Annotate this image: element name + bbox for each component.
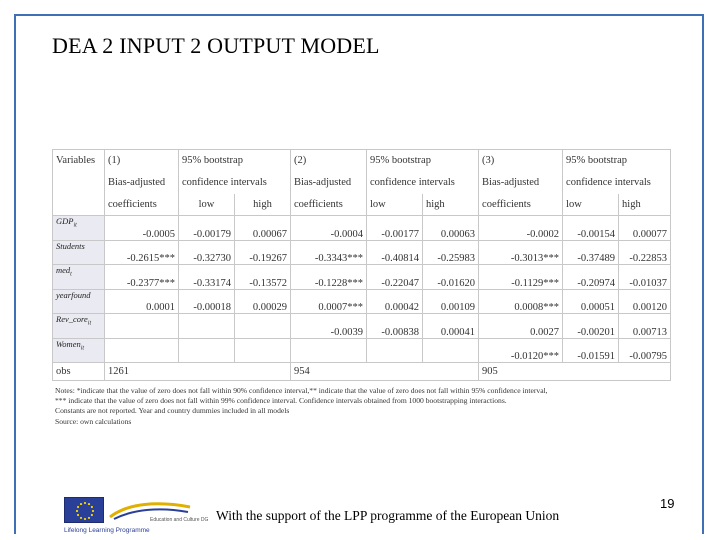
variable-name-cell bbox=[53, 216, 105, 241]
table-cell-l2: -0.40814 bbox=[367, 240, 423, 265]
variable-name-cell bbox=[53, 289, 105, 314]
table-cell-l2: 0.00042 bbox=[367, 289, 423, 314]
eu-star bbox=[91, 514, 93, 516]
header-bias-adjusted-2: Bias-adjusted bbox=[291, 172, 367, 194]
table-cell-h3: 0.00120 bbox=[619, 289, 671, 314]
table-cell-h3: 0.00713 bbox=[619, 314, 671, 339]
obs-model-3: 905 bbox=[479, 363, 671, 381]
header-coefficients-1: coefficients bbox=[105, 194, 179, 216]
header-ci-3: confidence intervals bbox=[563, 172, 671, 194]
table-cell-l3: -0.01591 bbox=[563, 338, 619, 363]
eu-star bbox=[88, 503, 90, 505]
header-model-2: (2) bbox=[291, 150, 367, 172]
obs-label: obs bbox=[53, 363, 105, 381]
table-cell-h2: 0.00109 bbox=[423, 289, 479, 314]
table-cell-c1: 0.0001 bbox=[105, 289, 179, 314]
table-cell-c2: -0.0004 bbox=[291, 216, 367, 241]
regression-table-image bbox=[50, 147, 672, 437]
eu-star bbox=[77, 506, 79, 508]
support-text: With the support of the LPP programme of the European Union bbox=[216, 508, 560, 523]
footer-logos bbox=[64, 497, 209, 537]
table-row bbox=[53, 240, 671, 265]
header-bootstrap-1: 95% bootstrap bbox=[179, 150, 291, 172]
variable-name-cell bbox=[53, 265, 105, 290]
table-cell-c3: -0.0120*** bbox=[479, 338, 563, 363]
table-cell-c3: -0.1129*** bbox=[479, 265, 563, 290]
llp-small-label: Education and Culture DG bbox=[150, 517, 209, 523]
eu-star bbox=[88, 517, 90, 519]
variable-name: GDP bbox=[56, 216, 74, 226]
variable-name: Women bbox=[56, 338, 81, 349]
variable-name-cell bbox=[53, 338, 105, 363]
eu-flag-icon bbox=[64, 497, 104, 523]
dea-results-table bbox=[52, 149, 671, 381]
eu-star bbox=[76, 510, 78, 512]
table-cell-l2: -0.22047 bbox=[367, 265, 423, 290]
table-cell-c2: 0.0007*** bbox=[291, 289, 367, 314]
header-model-1: (1) bbox=[105, 150, 179, 172]
table-row bbox=[53, 314, 671, 339]
header-low-3: low bbox=[563, 194, 619, 216]
table-cell-l2 bbox=[367, 338, 423, 363]
variable-subscript: it bbox=[87, 320, 92, 327]
table-cell-l1 bbox=[179, 314, 235, 339]
table-cell-c2: -0.3343*** bbox=[291, 240, 367, 265]
obs-row bbox=[53, 363, 671, 381]
header-bias-adjusted-3: Bias-adjusted bbox=[479, 172, 563, 194]
table-cell-h3: 0.00077 bbox=[619, 216, 671, 241]
header-bootstrap-3: 95% bootstrap bbox=[563, 150, 671, 172]
note-line: Notes: *indicate that the value of zero does not fall within 90% confidence interval,** indicate that the value of zero does not fall within 95% confidence interval, bbox=[55, 386, 548, 395]
variable-subscript: t bbox=[70, 271, 72, 278]
table-cell-h3: -0.01037 bbox=[619, 265, 671, 290]
eu-stars-icon bbox=[65, 498, 105, 524]
table-row bbox=[53, 289, 671, 314]
variable-name: med bbox=[56, 265, 71, 275]
eu-star bbox=[77, 514, 79, 516]
eu-star bbox=[92, 510, 94, 512]
header-model-3: (3) bbox=[479, 150, 563, 172]
variable-subscript: it bbox=[80, 345, 85, 352]
header-variables: Variables bbox=[53, 150, 105, 172]
table-cell-c3: -0.0002 bbox=[479, 216, 563, 241]
eu-star bbox=[84, 518, 86, 520]
table-cell-h2: -0.25983 bbox=[423, 240, 479, 265]
obs-model-2: 954 bbox=[291, 363, 479, 381]
table-cell-l1: -0.00018 bbox=[179, 289, 235, 314]
header-ci-2: confidence intervals bbox=[367, 172, 479, 194]
table-cell-l3: -0.00201 bbox=[563, 314, 619, 339]
header-coefficients-3: coefficients bbox=[479, 194, 563, 216]
header-bias-adjusted-1: Bias-adjusted bbox=[105, 172, 179, 194]
header-coefficients-2: coefficients bbox=[291, 194, 367, 216]
table-cell-c1: -0.2615*** bbox=[105, 240, 179, 265]
header-high-1: high bbox=[235, 194, 291, 216]
note-line: *** indicate that the value of zero does not fall within 99% confidence interval. Confidence intervals obtained from 1000 bootstrapping interactions. bbox=[55, 396, 507, 406]
llp-label: Lifelong Learning Programme bbox=[64, 527, 150, 534]
note-line: Source: own calculations bbox=[55, 416, 132, 426]
table-header-row bbox=[53, 172, 671, 194]
table-cell-l3: 0.00051 bbox=[563, 289, 619, 314]
header-high-3: high bbox=[619, 194, 671, 216]
header-low-2: low bbox=[367, 194, 423, 216]
eu-star bbox=[80, 517, 82, 519]
page-number: 19 bbox=[660, 496, 675, 511]
note-line: Constants are not reported. Year and country dummies included in all models bbox=[55, 406, 290, 416]
header-ci-1: confidence intervals bbox=[179, 172, 291, 194]
variable-name-cell bbox=[53, 314, 105, 339]
table-cell-c2 bbox=[291, 338, 367, 363]
table-cell-h1 bbox=[235, 314, 291, 339]
table-cell-c3: 0.0008*** bbox=[479, 289, 563, 314]
table-cell-l3: -0.00154 bbox=[563, 216, 619, 241]
table-cell-c2: -0.0039 bbox=[291, 314, 367, 339]
table-header-row bbox=[53, 150, 671, 172]
table-notes bbox=[55, 386, 667, 427]
header-bootstrap-2: 95% bootstrap bbox=[367, 150, 479, 172]
table-cell-l1: -0.33174 bbox=[179, 265, 235, 290]
obs-model-1: 1261 bbox=[105, 363, 291, 381]
table-cell-h1: -0.13572 bbox=[235, 265, 291, 290]
eu-star bbox=[80, 503, 82, 505]
table-cell-h1: 0.00029 bbox=[235, 289, 291, 314]
variable-name-cell bbox=[53, 240, 105, 265]
table-cell-h2: -0.01620 bbox=[423, 265, 479, 290]
table-cell-h1: 0.00067 bbox=[235, 216, 291, 241]
table-cell-l3: -0.20974 bbox=[563, 265, 619, 290]
eu-star bbox=[84, 502, 86, 504]
table-cell-c1: -0.2377*** bbox=[105, 265, 179, 290]
table-cell-l1 bbox=[179, 338, 235, 363]
table-cell-h2: 0.00041 bbox=[423, 314, 479, 339]
table-cell-c1 bbox=[105, 314, 179, 339]
table-cell-h2: 0.00063 bbox=[423, 216, 479, 241]
table-row bbox=[53, 265, 671, 290]
table-cell-c3: 0.0027 bbox=[479, 314, 563, 339]
table-cell-h1: -0.19267 bbox=[235, 240, 291, 265]
header-low-1: low bbox=[179, 194, 235, 216]
table-cell-l2: -0.00838 bbox=[367, 314, 423, 339]
table-cell-l3: -0.37489 bbox=[563, 240, 619, 265]
table-cell-l1: -0.00179 bbox=[179, 216, 235, 241]
variable-name: Rev_core bbox=[56, 314, 88, 324]
variable-subscript: it bbox=[73, 222, 77, 229]
header-high-2: high bbox=[423, 194, 479, 216]
table-row bbox=[53, 216, 671, 241]
variable-name: Students bbox=[56, 240, 85, 251]
table-cell-c2: -0.1228*** bbox=[291, 265, 367, 290]
table-row bbox=[53, 338, 671, 363]
table-cell-c1 bbox=[105, 338, 179, 363]
table-cell-h1 bbox=[235, 338, 291, 363]
table-cell-c3: -0.3013*** bbox=[479, 240, 563, 265]
slide-title: DEA 2 INPUT 2 OUTPUT MODEL bbox=[52, 33, 380, 58]
table-cell-h3: -0.00795 bbox=[619, 338, 671, 363]
variable-name: yearfound bbox=[56, 289, 91, 300]
table-cell-c1: -0.0005 bbox=[105, 216, 179, 241]
table-header-row bbox=[53, 194, 671, 216]
table-cell-l1: -0.32730 bbox=[179, 240, 235, 265]
table-cell-h3: -0.22853 bbox=[619, 240, 671, 265]
table-cell-h2 bbox=[423, 338, 479, 363]
table-cell-l2: -0.00177 bbox=[367, 216, 423, 241]
eu-star bbox=[91, 506, 93, 508]
